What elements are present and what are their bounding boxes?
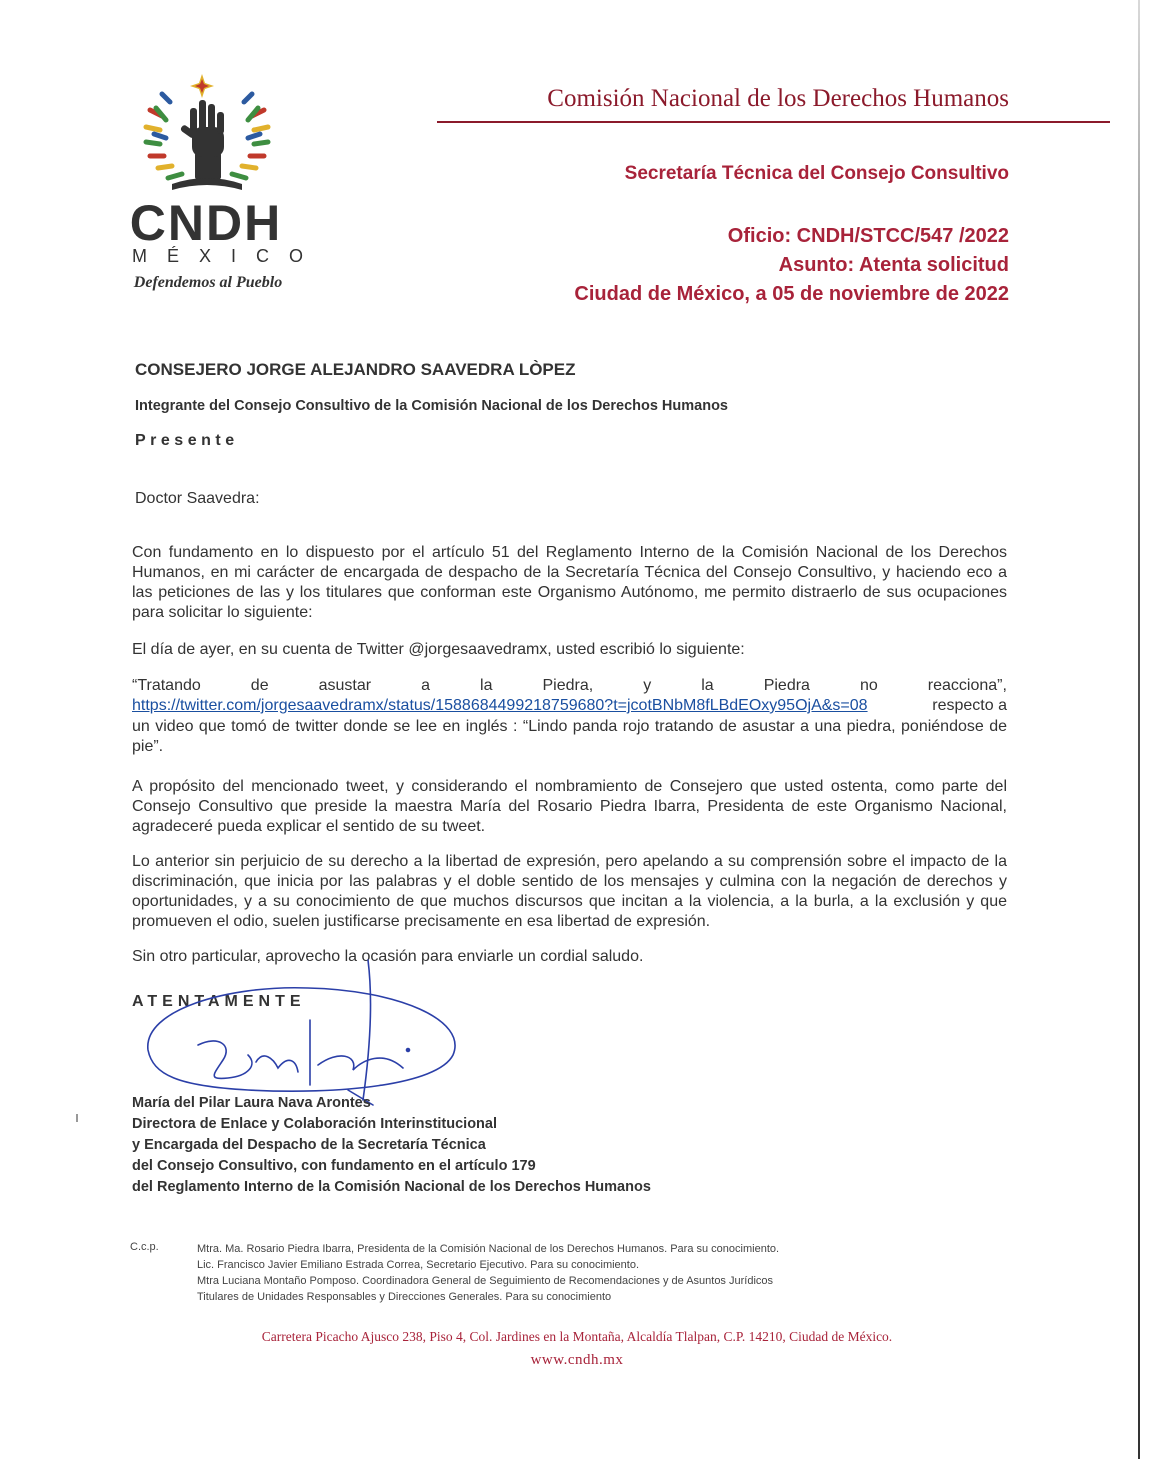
paragraph-2: El día de ayer, en su cuenta de Twitter @jorgesaavedramx, usted escribió lo siguiente: xyxy=(132,641,745,658)
paragraph-4: A propósito del mencionado tweet, y considerando el nombramiento de Consejero que usted ostenta, como parte del Consejo Consultivo que preside la maestra María del Rosario Piedra Ibarra, Presidenta de este Organismo Nacional, agradeceré pueda explicar el sentido de su tweet. xyxy=(132,778,1007,835)
quote-continuation: un video que tomó de twitter donde se lee en inglés : “Lindo panda rojo tratando de asustar a una piedra, poniéndose de pie”. xyxy=(132,718,1007,755)
paragraph-5: Lo anterior sin perjuicio de su derecho a la libertad de expresión, pero apelando a su comprensión sobre el impacto de la discriminación, que inicia por las palabras y el doble sentido de los mensajes y culmina con la negación de derechos y oportunidades, y a su conocimiento de que muchos discursos que incitan a la violencia, a la burla, a la exclusión y que promueven el odio, suelen justificarse precisamente en esa libertad de expresión. xyxy=(132,853,1007,930)
quote-word: la xyxy=(701,677,714,694)
footer-address: Carretera Picacho Ajusco 238, Piso 4, Col. Jardines en la Montaña, Alcaldía Tlalpan, C.P. 14210, Ciudad de México. xyxy=(261,1329,893,1344)
quote-word: reacciona”, xyxy=(927,677,1007,694)
recipient-name: CONSEJERO JORGE ALEJANDRO SAAVEDRA LÒPEZ xyxy=(135,360,576,379)
footer-website: www.cndh.mx xyxy=(530,1352,624,1368)
quote-line xyxy=(132,677,1007,695)
logo-motto: Defendemos al Pueblo xyxy=(133,274,283,291)
presente-label: Presente xyxy=(135,432,239,449)
signer-title-line: del Consejo Consultivo, con fundamento en el artículo 179 xyxy=(132,1158,536,1174)
ccp-item: Lic. Francisco Javier Emiliano Estrada Correa, Secretario Ejecutivo. Para su conocimiento. xyxy=(197,1259,640,1271)
hand-laurel-emblem-icon xyxy=(132,72,282,197)
ccp-list xyxy=(197,1241,779,1305)
signer-title-line: y Encargada del Despacho de la Secretaría Técnica xyxy=(132,1137,486,1153)
recipient-role: Integrante del Consejo Consultivo de la Comisión Nacional de los Derechos Humanos xyxy=(135,398,728,414)
header-divider xyxy=(437,121,1110,123)
link-line xyxy=(132,697,1007,715)
signer-title-line: del Reglamento Interno de la Comisión Nacional de los Derechos Humanos xyxy=(132,1179,651,1195)
ccp-item: Mtra. Ma. Rosario Piedra Ibarra, Presidenta de la Comisión Nacional de los Derechos Humanos. Para su conocimiento. xyxy=(197,1243,780,1255)
salutation: Doctor Saavedra: xyxy=(135,490,260,507)
cndh-logo xyxy=(110,72,324,302)
organization-name: Comisión Nacional de los Derechos Humanos xyxy=(547,85,1009,112)
handwritten-signature xyxy=(138,950,468,1110)
quote-word: la xyxy=(480,677,493,694)
quote-word: Piedra xyxy=(763,677,810,694)
paragraph-6: Sin otro particular, aprovecho la ocasión para enviarle un cordial saludo. xyxy=(132,948,644,965)
signer-title-line: Directora de Enlace y Colaboración Interinstitucional xyxy=(132,1116,498,1132)
tweet-link[interactable]: https://twitter.com/jorgesaavedramx/status/1588684499218759680?t=jcotBNbM8fLBdEOxy95OjA&s=08 xyxy=(132,697,868,714)
quote-word: Piedra, xyxy=(542,677,594,694)
logo-acronym: CNDH xyxy=(129,195,283,251)
page-edge xyxy=(1138,0,1140,1459)
document-meta xyxy=(574,222,1009,309)
paragraph-1: Con fundamento en lo dispuesto por el artículo 51 del Reglamento Interno de la Comisión Nacional de los Derechos Humanos, en mi carácter de encargada de despacho de la Secretaría Técnica del Consejo Consultivo, y haciendo eco a las peticiones de las y los titulares que conforman este Organismo Autónomo, me permito distraerlo de sus ocupaciones para solicitar lo siguiente: xyxy=(132,544,1007,621)
signer-name: María del Pilar Laura Nava Arontes xyxy=(132,1095,371,1111)
quote-word: de xyxy=(250,677,269,694)
ccp-item: Titulares de Unidades Responsables y Direcciones Generales. Para su conocimiento xyxy=(197,1291,612,1303)
place-date: Ciudad de México, a 05 de noviembre de 2022 xyxy=(574,283,1009,305)
margin-mark xyxy=(76,1114,78,1122)
oficio-number: Oficio: CNDH/STCC/547 /2022 xyxy=(727,225,1009,247)
department-name: Secretaría Técnica del Consejo Consultivo xyxy=(624,163,1009,184)
ccp-label: C.c.p. xyxy=(130,1241,159,1253)
asunto: Asunto: Atenta solicitud xyxy=(778,254,1009,276)
ccp-item: Mtra Luciana Montaño Pomposo. Coordinadora General de Seguimiento de Recomendaciones y de Asuntos Jurídicos xyxy=(197,1275,774,1287)
quote-word: “Tratando xyxy=(132,677,201,694)
signer-block xyxy=(132,1093,651,1198)
quote-word: asustar xyxy=(318,677,372,694)
atentamente-label: ATENTAMENTE xyxy=(132,993,306,1010)
quote-word: no xyxy=(859,677,878,694)
logo-country: MÉXICO xyxy=(132,246,324,266)
quote-word: y xyxy=(643,677,652,694)
link-trailing-text: respecto a xyxy=(932,697,1007,714)
quote-word: a xyxy=(421,677,430,694)
